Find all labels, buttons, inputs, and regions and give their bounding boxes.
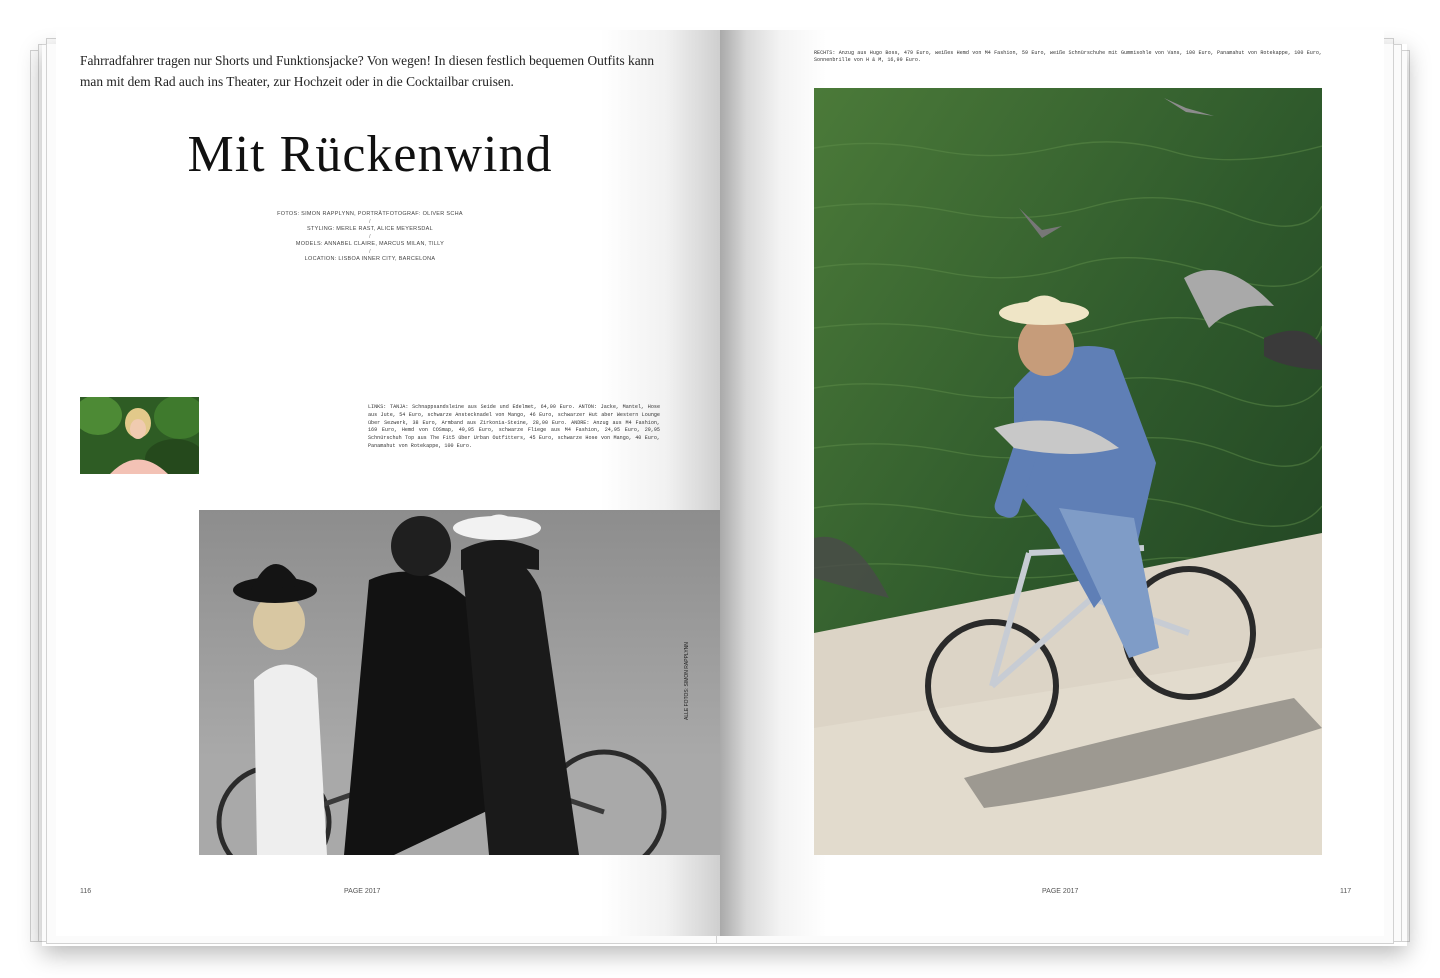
portrait-thumbnail bbox=[80, 397, 199, 474]
photo-credit: ALLE FOTOS: SIMON RAPPLYNN bbox=[684, 642, 690, 720]
credit-line: LOCATION: LISBOA INNER CITY, BARCELONA bbox=[304, 256, 436, 262]
credit-separator: / bbox=[369, 219, 371, 225]
left-caption: LINKS: TANJA: Schnappsandsleine aus Seide und Edelmet, 64,00 Euro. ANTON: Jacke, Mantel, Hose aus Jute, 54 Euro, schwarze Anstecknadel von Mango, 46 Euro, schwarzer Hut aber Western Lounge über Sezwerk, 38 Euro, Armband aus Zirkonia-Steine, 28,00 Euro. ANDRE: Anzug aus M4 Fashion, 169 Euro, Hemd von COSmap, 49,95 Euro, schwarze Fliege aus M4 Fashion, 24,95 Euro, 29,95 Schnürschuh Top aus The Fit5 über Urban Outfitters, 45 Euro, schwarze Hose von Mango, 40 Euro, Panamahut von Rotekappe, 100 Euro. bbox=[368, 404, 660, 449]
credit-line: FOTOS: SIMON RAPPLYNN, PORTRÄTFOTOGRAF: OLIVER SCHA bbox=[277, 211, 463, 217]
intro-text: Fahrradfahrer tragen nur Shorts und Funktionsjacke? Von wegen! In diesen festlich bequemen Outfits kann man mit dem Rad auch ins Theater, zur Hochzeit oder in die Cocktailbar cruisen. bbox=[80, 53, 655, 89]
article-credits bbox=[226, 210, 514, 264]
page-number-left: 116 bbox=[80, 888, 92, 895]
bw-bicycle-photo bbox=[199, 510, 720, 855]
running-footer-left: PAGE 2017 bbox=[344, 888, 381, 895]
credit-line: STYLING: MERLE RAST, ALICE MEYERSDAL bbox=[306, 226, 434, 232]
right-caption: RECHTS: Anzug aus Hugo Boss, 479 Euro, weißes Hemd von M4 Fashion, 59 Euro, weiße Schnürschuhe mit Gummisohle von Vans, 100 Euro, Panamahut von Rotekappe, 100 Euro, Sonnenbrille von H & M, 16,99 Euro. bbox=[814, 50, 1322, 64]
page-number-right: 117 bbox=[1340, 888, 1352, 895]
article-headline: Mit Rückenwind bbox=[187, 126, 553, 183]
running-footer-right: PAGE 2017 bbox=[1042, 888, 1079, 895]
credit-line: MODELS: ANNABEL CLAIRE, MARCUS MILAN, TILLY bbox=[295, 241, 445, 247]
credit-separator: / bbox=[369, 234, 371, 240]
credit-separator: / bbox=[369, 249, 371, 255]
color-cyclist-photo bbox=[814, 88, 1322, 855]
left-page bbox=[56, 30, 720, 936]
right-page bbox=[720, 30, 1384, 936]
